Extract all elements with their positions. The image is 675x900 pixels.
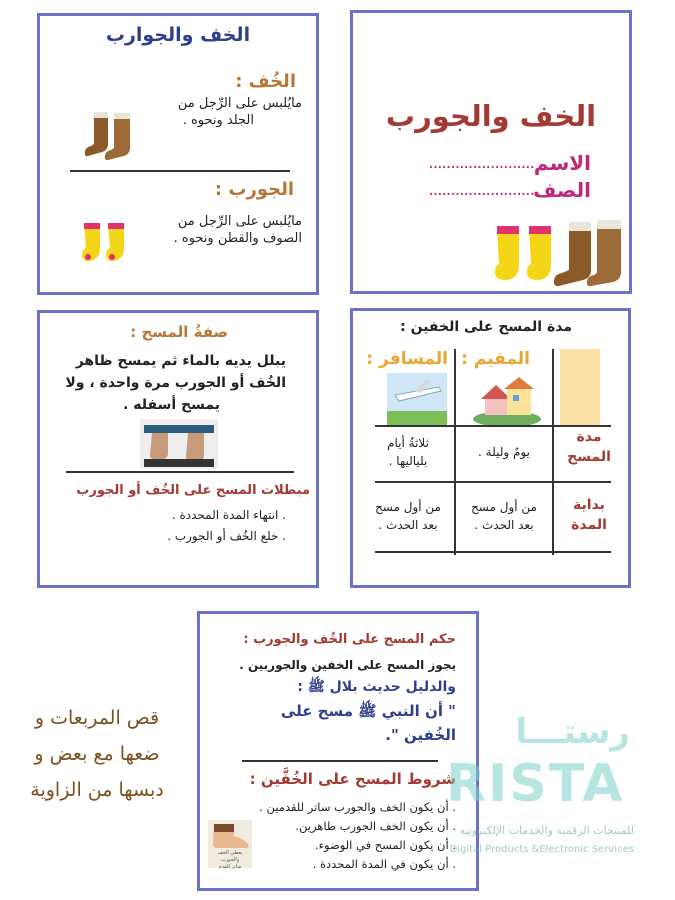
cutting-instructions (12, 700, 182, 808)
foot-caption-line2: ساتر للقدم (218, 864, 242, 870)
row1-resident: يومٌ وليلة . (478, 445, 530, 459)
duration-title: مدة المسح على الخفين : (400, 319, 572, 335)
card-wiping-method (37, 310, 319, 588)
row2-traveler-line1: من أول مسح (375, 500, 441, 514)
row2-label-line1: بداية (573, 497, 605, 513)
col-header-resident: المقيم : (461, 349, 530, 369)
nullifier-item-2: . خلع الخُف أو الجورب . (167, 529, 286, 543)
watermark-latin: RISTA (446, 754, 625, 814)
boots-icon (84, 110, 144, 165)
watermark-tagline-ar: للمنتجات الرقمية والخدمات الإلكترونية (459, 824, 634, 837)
house-icon (471, 373, 543, 427)
row1-traveler-line2: بلياليها . (388, 454, 428, 468)
jawrab-definition-line1: مايُلبس على الرِّجل من (177, 214, 302, 229)
condition-1: . أن يكون الخف والجورب ساتر للقدمين . (259, 800, 456, 814)
instruction-line2: ضعها مع بعض و (34, 743, 160, 765)
hadith-line1: " أن النبي ﷺ مسح على (280, 702, 456, 720)
grid-line (375, 425, 611, 427)
grid-line (552, 349, 554, 555)
divider (66, 471, 294, 473)
airplane-icon (387, 373, 447, 427)
ruling-title: حكم المسح على الخُف والجورب : (243, 632, 456, 647)
row2-resident-line1: من أول مسح (471, 500, 537, 514)
class-label: الصف (533, 178, 591, 202)
hadith-line2: الخُفين ". (385, 726, 456, 744)
row1-label-line2: المسح (567, 449, 611, 465)
jawrab-definition-line2: الصوف والقطن ونحوه . (173, 231, 302, 246)
watermark-logo (430, 712, 660, 862)
method-body-line3: يمسح أسفله . (123, 397, 220, 413)
conditions-title: شروط المسح على الخُفَّين : (249, 770, 456, 788)
foot-icon (208, 820, 252, 850)
row1-traveler-line1: ثلاثةُ أيام (387, 436, 429, 450)
method-title: صفةُ المسح : (130, 323, 228, 341)
cover-title: الخف والجورب (385, 99, 597, 133)
card-title: الخف والجوارب (105, 24, 251, 46)
nullifier-item-1: . انتهاء المدة المحددة . (171, 508, 286, 522)
khuf-heading: الخُف : (235, 71, 296, 92)
divider (242, 760, 438, 762)
col-header-traveler: المسافر : (366, 349, 448, 369)
condition-2: . أن يكون الخف الجورب طاهرين. (295, 819, 456, 833)
jawrab-heading: الجورب : (214, 179, 294, 200)
nullifiers-title: مبطلات المسح على الخُف أو الجورب (76, 483, 310, 498)
class-dots: ........................ (428, 180, 534, 200)
row2-label-line2: المدة (571, 517, 607, 533)
khuf-definition-line1: مايُلبس على الرِّجل من (177, 96, 302, 111)
grid-line (454, 349, 456, 555)
foot-covered-image (208, 820, 252, 868)
divider (70, 170, 290, 172)
instruction-line3: دبسها من الزاوية (30, 779, 164, 801)
watermark-arabic: رستـــا (515, 712, 630, 752)
grid-line (375, 551, 611, 553)
row2-traveler-line2: بعد الحدث . (378, 518, 438, 532)
row1-label-line1: مدة (576, 429, 602, 445)
card-khuf-jawrab-definitions (37, 13, 319, 295)
khuf-definition-line2: الجلد ونحوه . (182, 113, 254, 128)
method-body-line2: الخُف أو الجورب مرة واحدة ، ولا (65, 375, 286, 391)
grid-line (375, 481, 611, 483)
card-wiping-duration (350, 308, 631, 588)
socks-icon (80, 221, 132, 269)
foot-caption-line1: يغطي الخف والجورب (217, 850, 243, 863)
ruling-text: يجوز المسح على الخفين والجوربين . (239, 658, 456, 672)
card-cover (350, 10, 632, 294)
header-corner-cell (560, 349, 600, 425)
name-label: الاسم (533, 151, 591, 175)
row2-resident-line2: بعد الحدث . (474, 518, 534, 532)
instruction-line1: قص المربعات و (34, 707, 160, 729)
hands-wiping-icon (140, 419, 218, 469)
watermark-tagline-en: Digital Products &Electronic Services (449, 844, 634, 855)
evidence-line: والدليل حديث بلال ﷺ : (297, 679, 456, 695)
socks-and-boots-icon (493, 218, 628, 290)
condition-3: . أن يكون المسح في الوضوء. (314, 838, 456, 852)
condition-4: . أن يكون في المدة المحددة . (312, 857, 456, 871)
name-dots: ........................ (428, 153, 534, 173)
method-body-line1: يبلل يديه بالماء ثم يمسح ظاهر (75, 353, 286, 369)
